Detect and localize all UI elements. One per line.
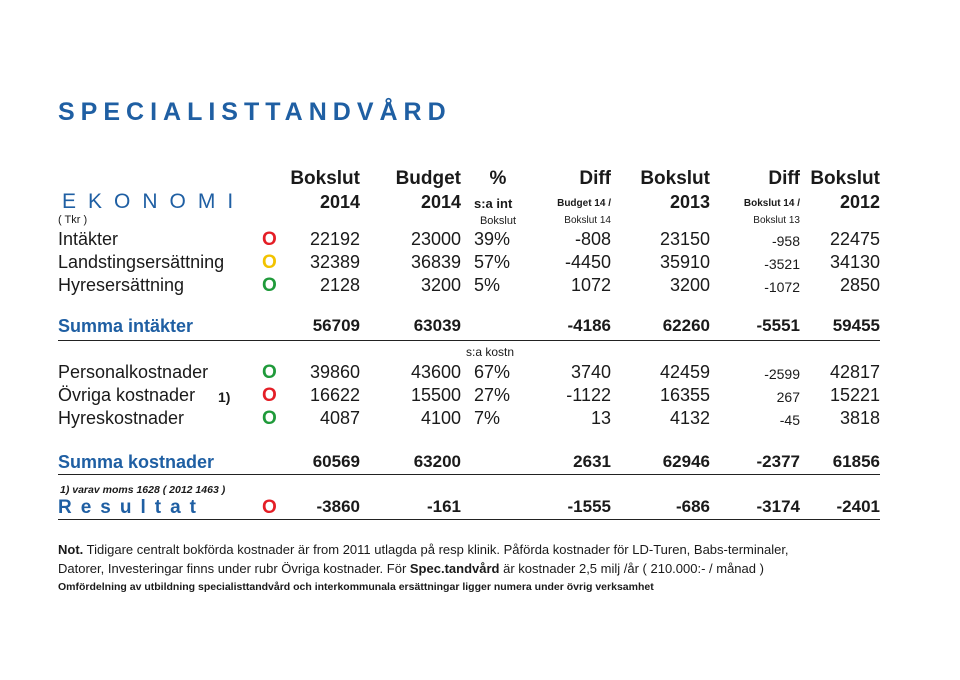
note-line-2 [58,561,764,576]
footnote: 1) varav moms 1628 ( 2012 1463 ) [60,484,226,496]
income-row-pct: 39% [474,229,511,249]
income-sum-value: 56709 [312,316,360,335]
cost-row-value: 13 [590,408,611,428]
income-sum-value: 62260 [662,316,710,335]
header-top: Bokslut [290,168,360,189]
header-sub: Bokslut 13 [753,215,800,226]
cost-sum-value: 61856 [832,452,880,471]
cost-row-value: 43600 [410,362,461,382]
income-row-value: 32389 [309,252,360,272]
header-mid: 2013 [669,192,710,212]
income-row-value: 36839 [410,252,461,272]
note-label: Not. [58,542,84,557]
result-status-indicator: O [262,497,277,518]
cost-row-pct: 27% [474,385,511,405]
income-row-value: 34130 [829,252,880,272]
income-row-pct: 5% [474,275,501,295]
header-mid: Bokslut 14 / [743,198,800,209]
result-value: -2401 [836,497,880,516]
cost-row-value: 15500 [410,385,461,405]
income-row-label: Intäkter [58,229,119,249]
cost-row-value: 16355 [659,385,710,405]
income-row-value: 2128 [319,275,360,295]
cost-row-value: 3740 [570,362,611,382]
cost-sum-label: Summa kostnader [58,452,215,472]
cost-row-label: Personalkostnader [58,362,209,382]
header-sub: Bokslut [479,215,517,227]
redistribution-note: Omfördelning av utbildning specialisttandvård och interkommunala ersättningar ligger numera under övrig verksamhet [58,581,654,593]
income-row-value: 23150 [659,229,710,249]
header-top: Diff [768,168,800,189]
cost-row-value: -45 [779,412,800,428]
income-row-value: -4450 [564,252,611,272]
result-value: -1555 [567,497,611,516]
income-row-pct: 57% [474,252,511,272]
cost-row-value: 42459 [659,362,710,382]
cost-row-value: 4100 [420,408,461,428]
divider-costs [58,474,880,475]
header-mid: Budget 14 / [557,198,611,209]
income-sum-value: -4186 [567,316,611,335]
header-top: Bokslut [640,168,710,189]
note-text-2b: Spec.tandvård [409,561,500,576]
result-value: -686 [675,497,710,516]
income-sum-value: 63039 [413,316,461,335]
cost-row-value: 15221 [829,385,880,405]
cost-row-value: 42817 [829,362,880,382]
header-top: Budget [395,168,461,189]
cost-row-pct: 7% [474,408,501,428]
unit-label: ( Tkr ) [58,214,88,226]
cost-row-status-indicator: O [262,408,277,429]
income-row-value: 1072 [570,275,611,295]
income-row-label: Landstingsersättning [58,252,225,272]
header-mid: s:a int [474,196,513,211]
income-sum-value: -5551 [756,316,800,335]
header-mid: 2014 [319,192,360,212]
income-row-value: 3200 [669,275,710,295]
header-mid: 2014 [420,192,461,212]
cost-sum-value: 62946 [662,452,710,471]
cost-row-status-indicator: O [262,362,277,383]
note-text-1: Tidigare centralt bokförda kostnader är from 2011 utlagda på resp klinik. Påförda kostnader för LD-Turen, Babs-terminaler, [86,542,789,557]
income-row-value: 2850 [839,275,880,295]
income-row-value: -808 [574,229,611,249]
divider-income [58,340,880,341]
result-value: -3860 [316,497,360,516]
header-top: Diff [579,168,611,189]
cost-row-value: 16622 [309,385,360,405]
cost-pct-label: s:a kostn [466,345,515,359]
result-label: Resultat [58,497,205,518]
header-top: Bokslut [810,168,880,189]
income-row-value: 3200 [420,275,461,295]
cost-row-value: 3818 [839,408,880,428]
header-top: % [489,168,507,189]
income-row-value: 23000 [410,229,461,249]
income-sum-label: Summa intäkter [58,316,194,336]
cost-sum-value: -2377 [756,452,800,471]
income-row-value: -958 [771,233,800,249]
income-row-value: 22192 [309,229,360,249]
cost-row-note: 1) [218,389,231,405]
income-row-status-indicator: O [262,275,277,296]
cost-row-pct: 67% [474,362,511,382]
cost-row-value: -1122 [566,385,611,405]
note-text-2c: är kostnader 2,5 milj /år ( 210.000:- / månad ) [499,561,764,576]
result-value: -3174 [756,497,800,516]
income-row-value: 22475 [829,229,880,249]
note-text-2a: Datorer, Investeringar finns under rubr Övriga kostnader. För [58,561,410,576]
note-line-1 [58,542,789,557]
cost-row-label: Övriga kostnader [58,385,196,405]
header-mid: 2012 [839,192,880,212]
income-row-value: 35910 [659,252,710,272]
income-row-value: -3521 [764,256,800,272]
income-row-status-indicator: O [262,229,277,250]
cost-sum-value: 60569 [312,452,360,471]
income-row-label: Hyresersättning [58,275,185,295]
cost-row-value: 267 [776,389,800,405]
page-title: SPECIALISTTANDVÅRD [58,98,452,126]
cost-row-value: 4132 [669,408,710,428]
result-value: -161 [426,497,461,516]
cost-row-status-indicator: O [262,385,277,406]
cost-row-value: 39860 [309,362,360,382]
section-title: EKONOMI [62,190,246,213]
header-sub: Bokslut 14 [564,215,611,226]
cost-sum-value: 2631 [573,452,611,471]
divider-result [58,519,880,520]
cost-row-value: 4087 [319,408,360,428]
cost-sum-value: 63200 [413,452,461,471]
cost-row-label: Hyreskostnader [58,408,185,428]
income-row-status-indicator: O [262,252,277,273]
income-sum-value: 59455 [832,316,880,335]
income-row-value: -1072 [764,279,800,295]
cost-row-value: -2599 [764,366,800,382]
